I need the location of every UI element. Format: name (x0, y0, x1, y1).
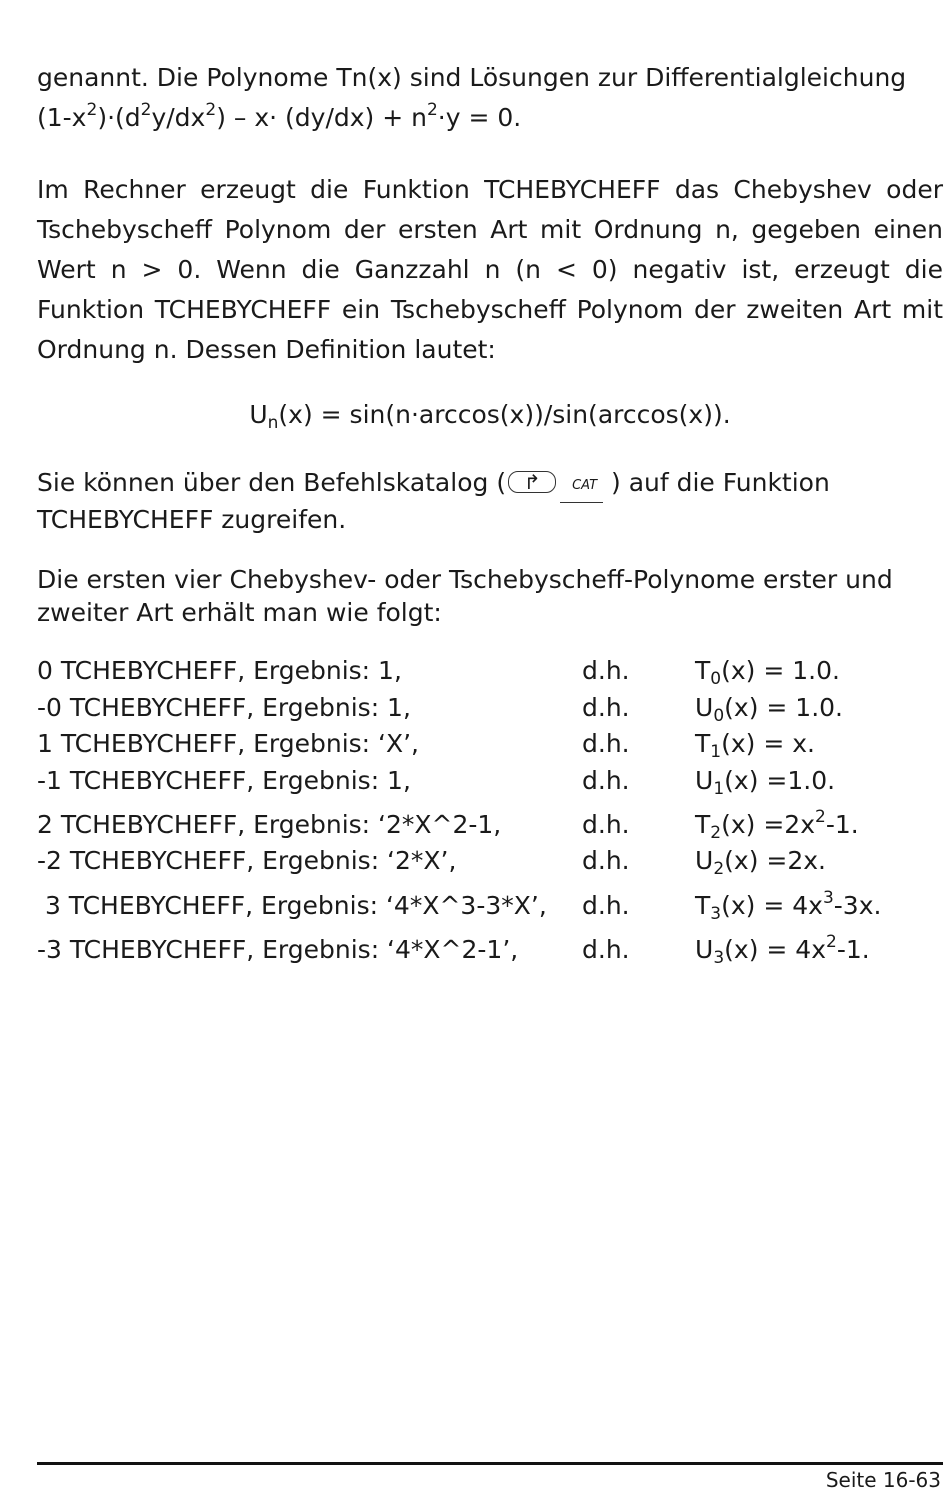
table-row: 2 TCHEBYCHEFF, Ergebnis: ‘2*X^2-1, d.h. $T_2(x) =2x^2-1$. (37, 807, 859, 843)
p1-text-d: ) – x· (dy/dx) + n (216, 103, 427, 132)
p1-text-c: y/dx (151, 103, 206, 132)
table-row: -3 TCHEBYCHEFF, Ergebnis: ‘4*X^2-1’, d.h. $U_3(x) = 4x^2-1$. (37, 932, 870, 968)
formula-sub: n (267, 413, 279, 433)
p1-text-b: )·(d (97, 103, 141, 132)
p3-text-b: ) auf die Funktion TCHEBYCHEFF zugreifen. (37, 468, 830, 534)
paragraph-first-polynomials: Die ersten vier Chebyshev- oder Tschebyscheff-Polynome erster und zweiter Art erhält man wie folgt: (37, 565, 893, 627)
footer-divider (37, 1462, 943, 1465)
table-row: -2 TCHEBYCHEFF, Ergebnis: ‘2*X’, d.h. $U_2(x) =2x$. (37, 846, 826, 879)
formula-lhs: U (249, 400, 268, 429)
paragraph-tchebycheff-description: Im Rechner erzeugt die Funktion TCHEBYCHEFF das Chebyshev oder Tschebyscheff Polynom der ersten Art mit Ordnung n, gegeben einen Wert n > 0. Wenn die Ganzzahl n (n < 0) negativ ist, erzeugt die Funktion TCHEBYCHEFF ein Tschebyscheff Polynom der zweiten Art mit Ordnung n. Dessen Definition lautet: (37, 175, 943, 364)
p1-text-a: genannt. Die Polynome Tn(x) sind Lösungen zur Differentialgleichung (1-x (37, 63, 907, 132)
table-row: 0 TCHEBYCHEFF, Ergebnis: 1, d.h. $T_0(x) = 1.0$. (37, 656, 840, 689)
table-row: 1 TCHEBYCHEFF, Ergebnis: ‘X’, d.h. $T_1(x) = x$. (37, 729, 815, 762)
cat-key-label: CAT (560, 469, 603, 503)
formula-rhs: (x) = sin(n·arccos(x))/sin(arccos(x)). (278, 400, 731, 429)
p3-text-a: Sie können über den Befehlskatalog ( (37, 468, 507, 497)
table-row: -0 TCHEBYCHEFF, Ergebnis: 1, d.h. $U_0(x) = 1.0$. (37, 693, 843, 726)
right-shift-key-icon: ↱ (508, 471, 556, 493)
table-row: 3 TCHEBYCHEFF, Ergebnis: ‘4*X^3-3*X’, d.h. $T_3(x) = 4x^3-3x$. (37, 888, 882, 924)
formula-un (37, 395, 943, 435)
paragraph-differential-equation: genannt. Die Polynome Tn(x) sind Lösungen zur Differentialgleichung $(1-x^2)\cdot(d^2y/dx^2) - x\cdot (dy/dx) + n^2\cdot y = 0$. (37, 63, 907, 132)
paragraph-catalog-access (37, 466, 943, 536)
page-number: Seite 16-63 (825, 1468, 941, 1492)
p1-text-e: ·y = 0. (437, 103, 522, 132)
table-row: -1 TCHEBYCHEFF, Ergebnis: 1, d.h. $U_1(x) =1.0$. (37, 766, 836, 799)
document-page (37, 0, 943, 1489)
